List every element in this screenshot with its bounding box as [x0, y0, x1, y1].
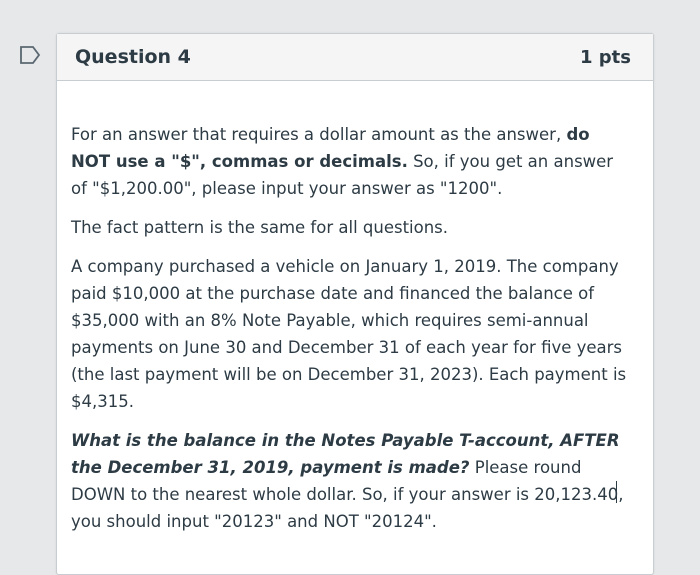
fact-pattern-note: The fact pattern is the same for all questions. — [71, 218, 449, 237]
question-body — [57, 81, 653, 535]
instructions-bold: do NOT use a "$", commas or decimals. — [71, 125, 590, 171]
prompt-text-1: Please round DOWN to the nearest whole dollar. So, if your answer is 20,123.40 — [71, 458, 619, 504]
prompt-text-2: , you should input "20123" and NOT "20124". — [71, 485, 624, 531]
question-points: 1 pts — [580, 46, 631, 68]
prompt-question: What is the balance in the Notes Payable T-account, AFTER the December 31, 2019, payment is made? — [71, 431, 620, 477]
question-header — [57, 34, 653, 81]
instructions-text-1: For an answer that requires a dollar amount as the answer, — [71, 125, 567, 144]
instructions-text-2: So, if you get an answer of "$1,200.00", please input your answer as "1200". — [71, 152, 614, 198]
flag-question-icon[interactable] — [18, 42, 44, 68]
question-card — [56, 33, 654, 575]
scenario-paragraph: A company purchased a vehicle on January 1, 2019. The company paid $10,000 at the purchase date and financed the balance of $35,000 with an 8% Note Payable, which requires semi-annual payments on June 30 and December 31 of each year for five years (the last payment will be on December 31, 2023). Each payment is $4,315. — [71, 257, 627, 411]
question-title: Question 4 — [75, 46, 191, 68]
prompt-paragraph — [71, 427, 633, 535]
instructions-paragraph — [71, 121, 633, 202]
